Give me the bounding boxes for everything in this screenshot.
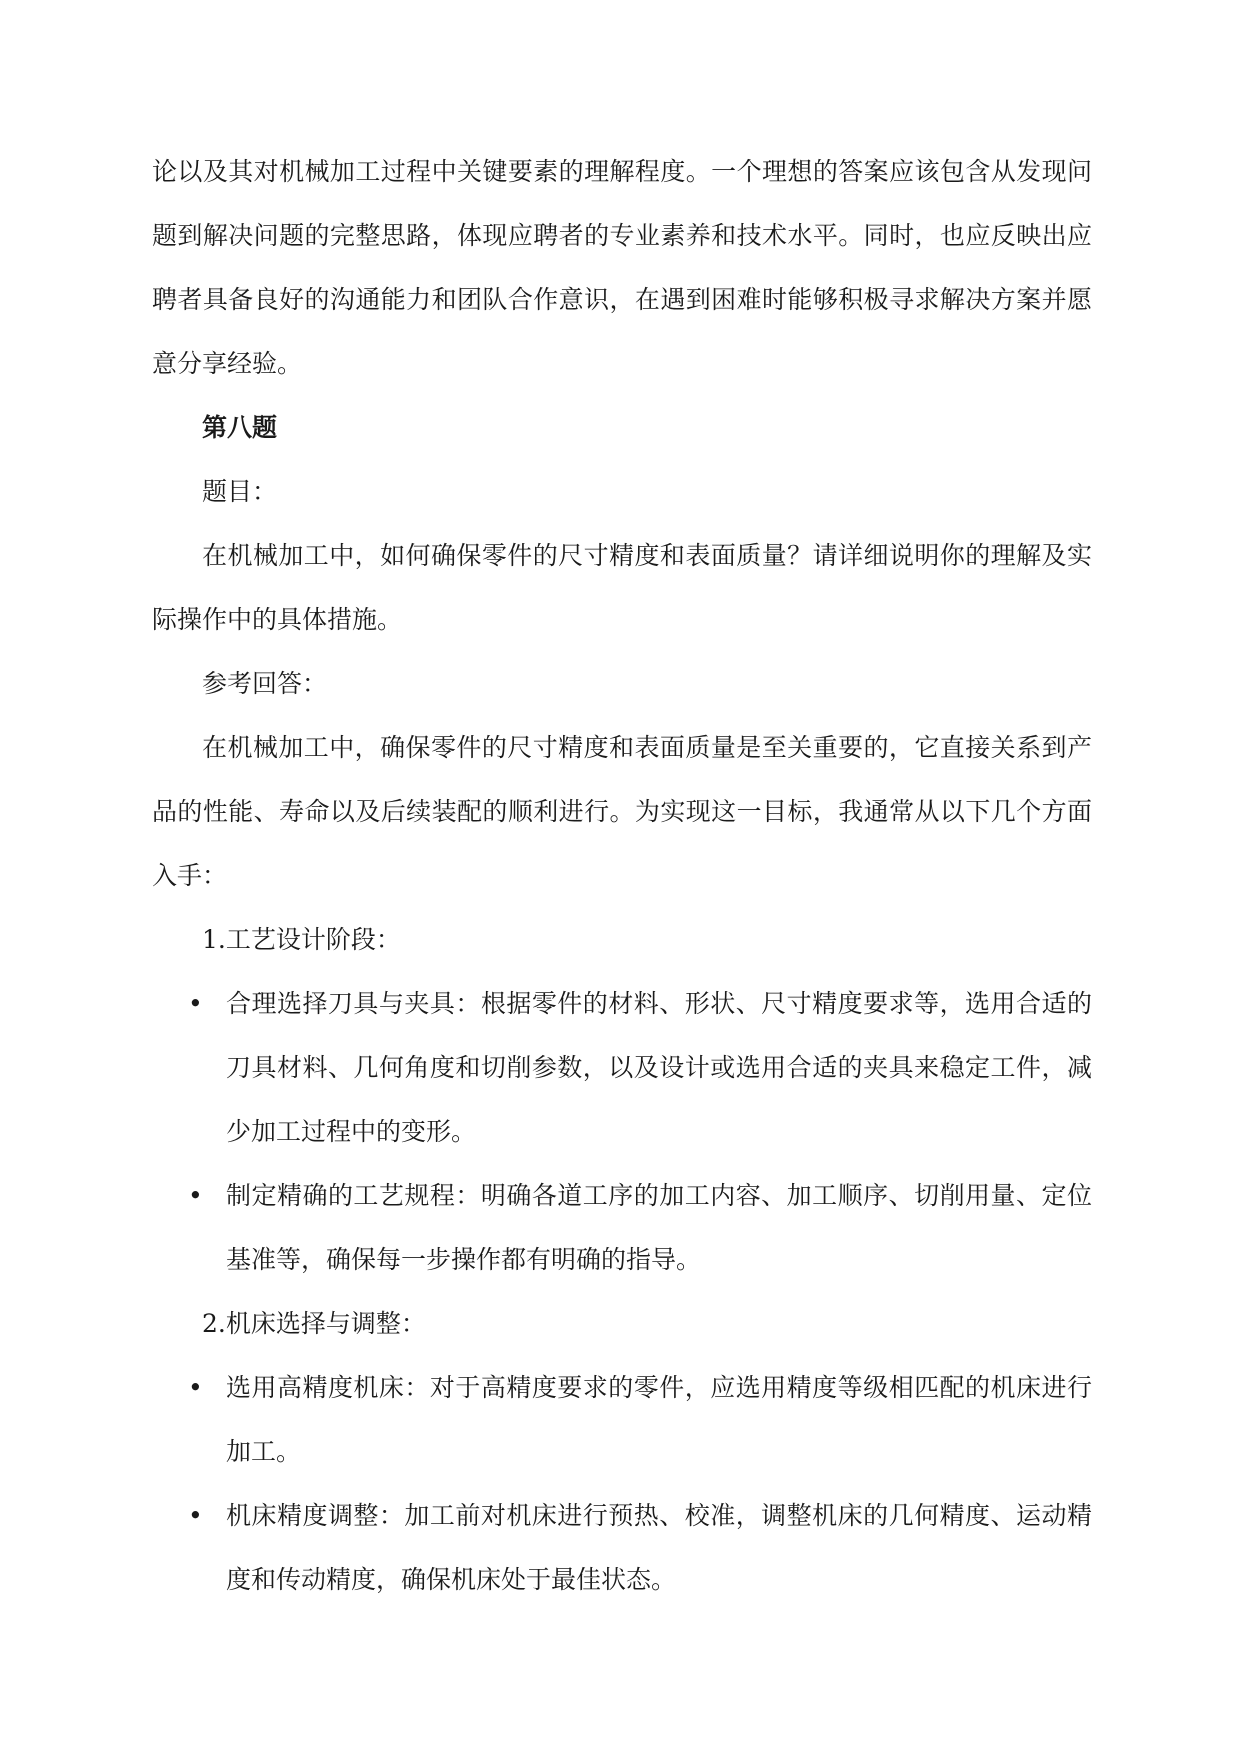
list-item bbox=[152, 1484, 1092, 1612]
bullet-icon: • bbox=[188, 989, 203, 1018]
bullet-list-1 bbox=[152, 972, 1092, 1292]
question-label: 题目： bbox=[202, 477, 278, 506]
section-title-1: 1.工艺设计阶段： bbox=[202, 925, 401, 954]
answer-label: 参考回答： bbox=[202, 669, 328, 698]
question-text: 在机械加工中，如何确保零件的尺寸精度和表面质量？请详细说明你的理解及实际操作中的具体措施。 bbox=[152, 541, 1092, 634]
bullet-icon: • bbox=[188, 1181, 203, 1210]
list-item-text: 制定精确的工艺规程：明确各道工序的加工内容、加工顺序、切削用量、定位基准等，确保每一步操作都有明确的指导。 bbox=[226, 1181, 1092, 1274]
bullet-icon: • bbox=[188, 1501, 203, 1530]
list-item-text: 合理选择刀具与夹具：根据零件的材料、形状、尺寸精度要求等，选用合适的刀具材料、几何角度和切削参数，以及设计或选用合适的夹具来稳定工件，减少加工过程中的变形。 bbox=[226, 989, 1092, 1146]
list-item bbox=[152, 972, 1092, 1164]
section-title-2: 2.机床选择与调整： bbox=[202, 1309, 426, 1338]
list-item bbox=[152, 1356, 1092, 1484]
answer-intro: 在机械加工中，确保零件的尺寸精度和表面质量是至关重要的，它直接关系到产品的性能、寿命以及后续装配的顺利进行。为实现这一目标，我通常从以下几个方面入手： bbox=[152, 733, 1092, 890]
bullet-list-2 bbox=[152, 1356, 1092, 1612]
list-item-text: 机床精度调整：加工前对机床进行预热、校准，调整机床的几何精度、运动精度和传动精度，确保机床处于最佳状态。 bbox=[226, 1501, 1092, 1594]
list-item bbox=[152, 1164, 1092, 1292]
bullet-icon: • bbox=[188, 1373, 203, 1402]
question-heading: 第八题 bbox=[202, 413, 278, 442]
paragraph-continuation: 论以及其对机械加工过程中关键要素的理解程度。一个理想的答案应该包含从发现问题到解决问题的完整思路，体现应聘者的专业素养和技术水平。同时，也应反映出应聘者具备良好的沟通能力和团队合作意识，在遇到困难时能够积极寻求解决方案并愿意分享经验。 bbox=[152, 157, 1092, 378]
document-body bbox=[152, 140, 1092, 1612]
list-item-text: 选用高精度机床：对于高精度要求的零件，应选用精度等级相匹配的机床进行加工。 bbox=[226, 1373, 1092, 1466]
